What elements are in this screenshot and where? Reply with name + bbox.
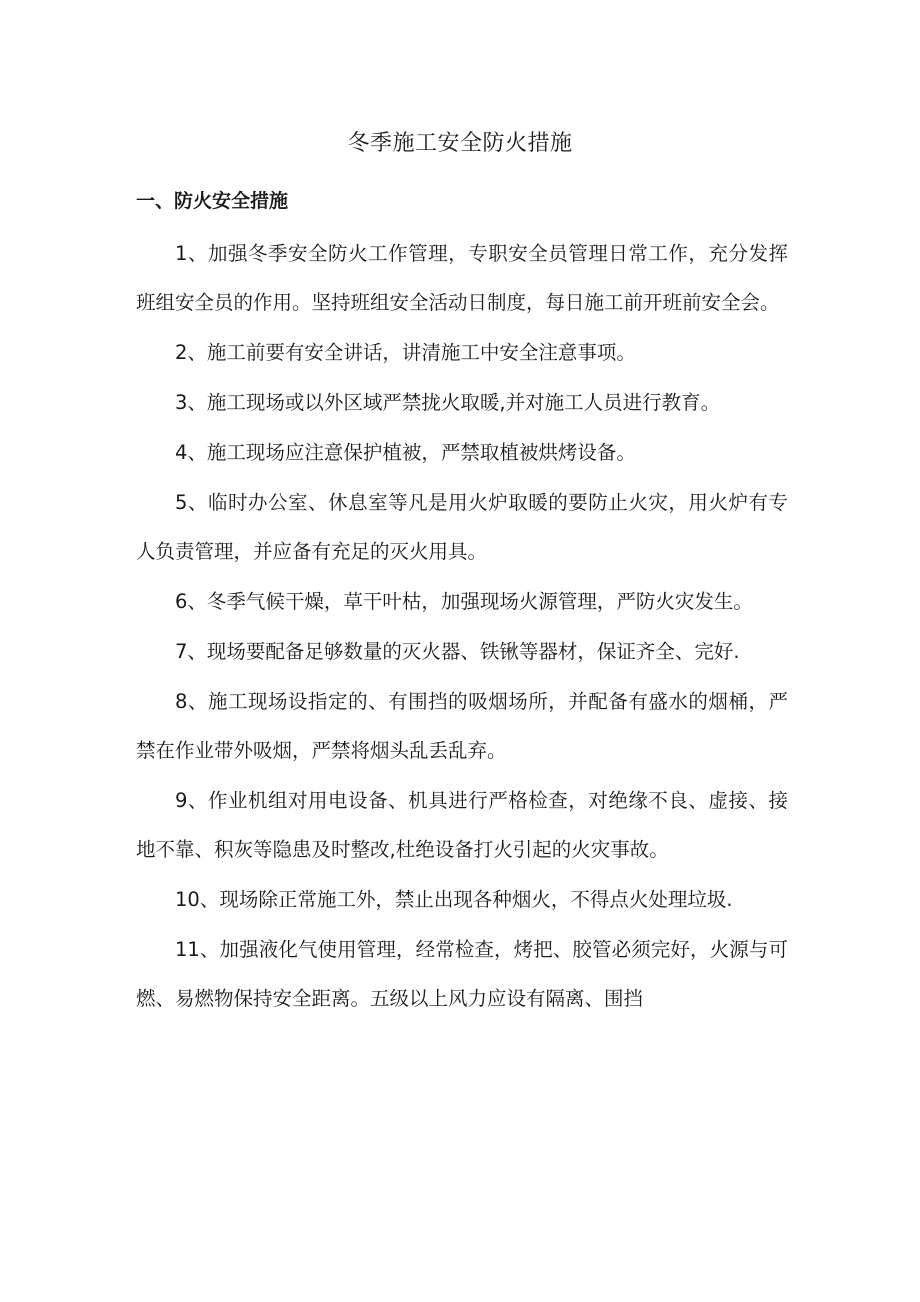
paragraph-4: 4、施工现场应注意保护植被，严禁取植被烘烤设备。	[175, 441, 636, 464]
paragraph-3: 3、施工现场或以外区域严禁拢火取暖,并对施工人员进行教育。	[175, 391, 721, 414]
document-title: 冬季施工安全防火措施	[347, 131, 573, 156]
paragraph-11: 11、加强液化气使用管理，经常检查，烤把、胶管必须完好，火源与可燃、易燃物保持安全距离。五级以上风力应设有隔离、围挡	[136, 938, 788, 1010]
paragraph-5: 5、临时办公室、休息室等凡是用火炉取暖的要防止火灾，用火炉有专人负责管理，并应备有充足的灭火用具。	[136, 491, 788, 563]
paragraph-6: 6、冬季气候干燥，草干叶枯，加强现场火源管理，严防火灾发生。	[175, 590, 753, 613]
paragraph-7: 7、现场要配备足够数量的灭火器、铁锹等器材，保证齐全、完好.	[175, 640, 740, 663]
paragraph-1: 1、加强冬季安全防火工作管理，专职安全员管理日常工作，充分发挥班组安全员的作用。坚持班组安全活动日制度，每日施工前开班前安全会。	[136, 242, 788, 314]
section-heading: 一、防火安全措施	[136, 190, 289, 212]
paragraph-2: 2、施工前要有安全讲话，讲清施工中安全注意事项。	[175, 341, 636, 364]
body-text	[136, 229, 788, 1024]
paragraph-8: 8、施工现场设指定的、有围挡的吸烟场所，并配备有盛水的烟桶，严禁在作业带外吸烟，严禁将烟头乱丢乱弃。	[136, 690, 788, 762]
paragraph-9: 9、作业机组对用电设备、机具进行严格检查，对绝缘不良、虚接、接地不靠、积灰等隐患及时整改,杜绝设备打火引起的火灾事故。	[136, 789, 788, 861]
paragraph-10: 10、现场除正常施工外，禁止出现各种烟火，不得点火处理垃圾.	[175, 888, 733, 911]
